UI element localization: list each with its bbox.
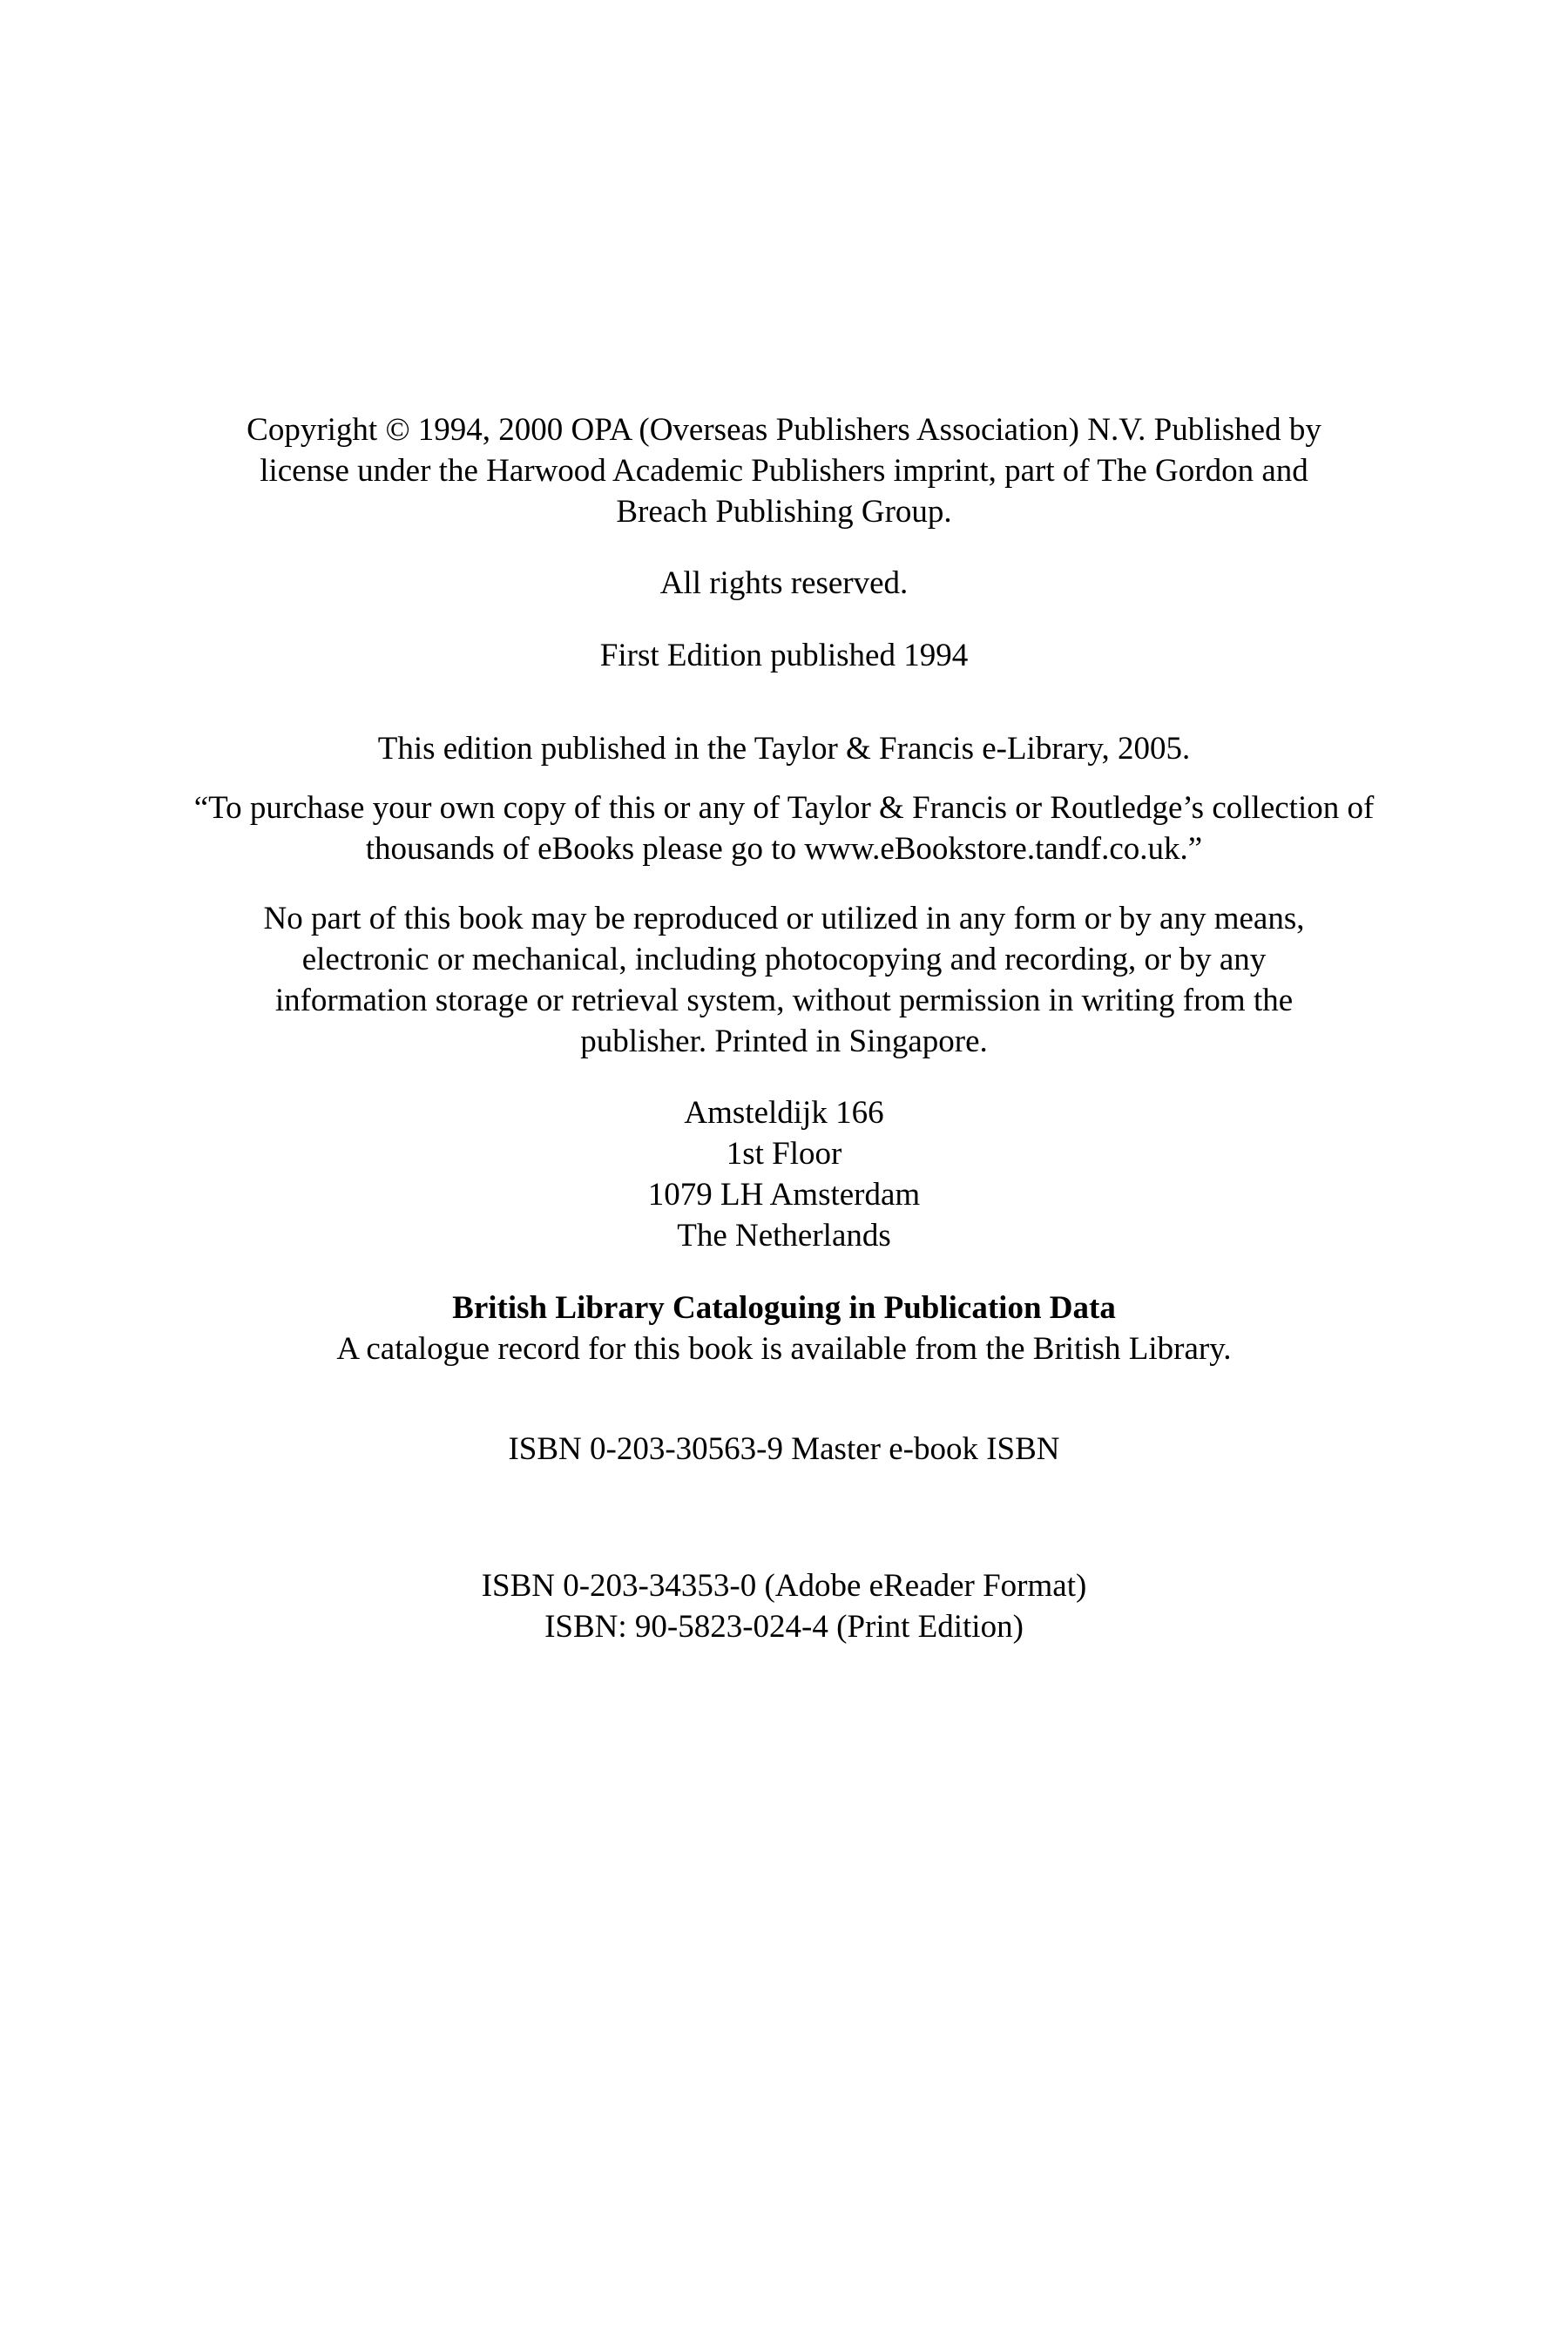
reproduction-line: information storage or retrieval system, without permission in writing from the [274, 983, 1294, 1018]
purchase-notice [131, 787, 1437, 869]
isbn-print-line: ISBN: 90-5823-024-4 (Print Edition) [544, 1609, 1024, 1645]
reproduction-line: electronic or mechanical, including photocopying and recording, or by any [301, 942, 1267, 977]
cip-heading: British Library Cataloguing in Publication Data [452, 1290, 1116, 1326]
address-line: 1st Floor [726, 1136, 842, 1172]
copyright-line: license under the Harwood Academic Publishers imprint, part of The Gordon and [260, 453, 1308, 489]
cip-section [131, 1288, 1437, 1369]
purchase-line: “To purchase your own copy of this or any of Taylor & Francis or Routledge’s collection of [193, 790, 1375, 826]
reproduction-notice [131, 898, 1437, 1062]
publisher-address [131, 1092, 1437, 1256]
this-edition-statement [131, 728, 1437, 769]
first-edition-statement [131, 635, 1437, 676]
isbn-adobe-line: ISBN 0-203-34353-0 (Adobe eReader Format) [481, 1568, 1087, 1604]
cip-text: A catalogue record for this book is available from the British Library. [336, 1331, 1232, 1367]
reproduction-line: No part of this book may be reproduced or utilized in any form or by any means, [263, 901, 1305, 936]
copyright-notice [131, 409, 1437, 532]
copyright-line: Copyright © 1994, 2000 OPA (Overseas Publishers Association) N.V. Published by [247, 412, 1321, 448]
reproduction-line: publisher. Printed in Singapore. [580, 1024, 988, 1059]
address-line: 1079 LH Amsterdam [647, 1177, 921, 1213]
purchase-line: thousands of eBooks please go to www.eBookstore.tandf.co.uk.” [365, 831, 1203, 867]
isbn-editions [131, 1565, 1437, 1647]
rights-statement [131, 563, 1437, 604]
copyright-line: Breach Publishing Group. [616, 494, 952, 530]
isbn-master [131, 1429, 1437, 1470]
first-edition-line: First Edition published 1994 [599, 638, 969, 673]
address-line: Amsteldijk 166 [684, 1095, 884, 1131]
rights-line: All rights reserved. [659, 565, 909, 601]
isbn-master-line: ISBN 0-203-30563-9 Master e-book ISBN [508, 1431, 1060, 1467]
this-edition-line: This edition published in the Taylor & Francis e-Library, 2005. [377, 731, 1191, 767]
address-line: The Netherlands [677, 1218, 891, 1254]
